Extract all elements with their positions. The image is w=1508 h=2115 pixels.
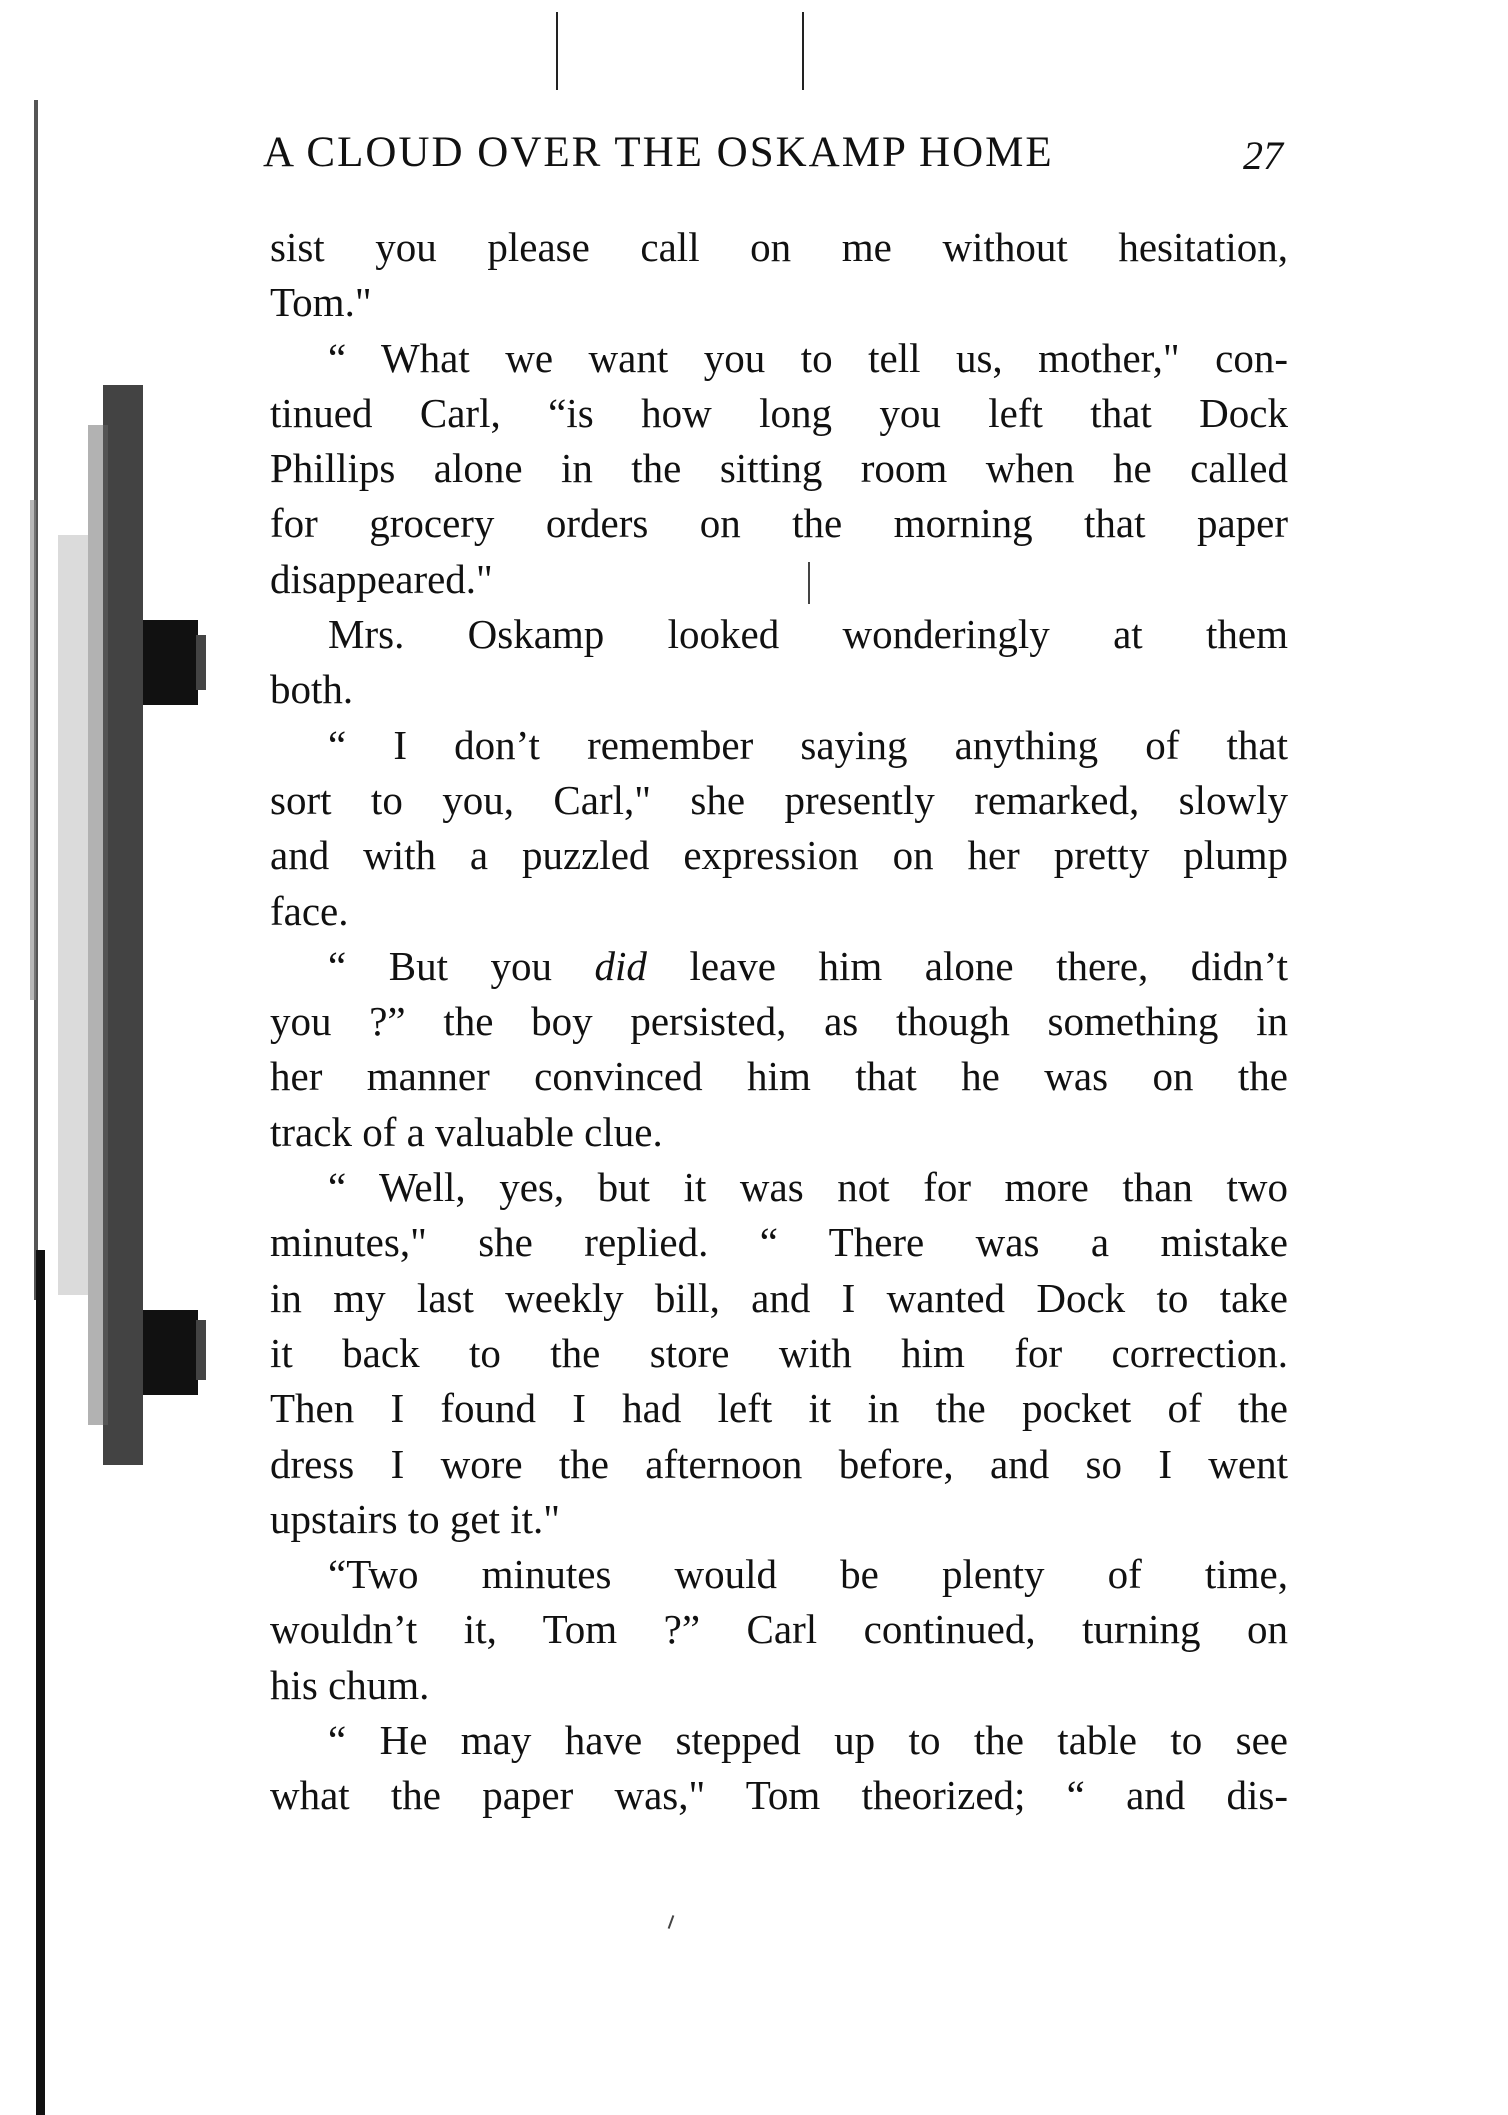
- text-line: upstairs to get it.": [270, 1495, 561, 1542]
- text-line: Mrs. Oskamp looked wonderingly at them: [328, 611, 1288, 658]
- text-line: “Two minutes would be plenty of time,: [328, 1551, 1288, 1598]
- text-line: in my last weekly bill, and I wanted Dock to take: [270, 1274, 1288, 1321]
- body-text: [270, 220, 1288, 1824]
- text-line: “ What we want you to tell us, mother," con-: [328, 334, 1288, 381]
- page-number: 27: [1243, 133, 1283, 178]
- text-line: “ He may have stepped up to the table to see: [328, 1717, 1288, 1764]
- text-line: dress I wore the afternoon before, and so I went: [270, 1440, 1288, 1487]
- stray-ink-mark: [668, 1915, 675, 1929]
- text-line: “ I don’t remember saying anything of that: [328, 721, 1288, 768]
- text-line: disappeared.": [270, 555, 493, 602]
- text-line: and with a puzzled expression on her pretty plump: [270, 832, 1288, 879]
- text-line: it back to the store with him for correction.: [270, 1329, 1288, 1376]
- text-line-with-italic: [270, 939, 1288, 994]
- running-head: [263, 128, 1283, 188]
- text-line: tinued Carl, “is how long you left that Dock: [270, 389, 1288, 436]
- text-fragment: leave him alone there, didn’t: [646, 942, 1288, 989]
- text-line: what the paper was," Tom theorized; “ and dis-: [270, 1772, 1288, 1819]
- text-line: “ Well, yes, but it was not for more than two: [328, 1164, 1288, 1211]
- italic-emphasis: did: [594, 942, 647, 989]
- text-fragment: “ But you: [328, 942, 595, 989]
- text-line: Then I found I had left it in the pocket of the: [270, 1385, 1288, 1432]
- text-line: sist you please call on me without hesitation,: [270, 224, 1288, 270]
- scan-rule-mark: [802, 12, 804, 90]
- running-title: A CLOUD OVER THE OSKAMP HOME: [263, 129, 1054, 176]
- text-line: her manner convinced him that he was on the: [270, 1053, 1288, 1100]
- text-line: both.: [270, 666, 354, 713]
- text-line: sort to you, Carl," she presently remarked, slowly: [270, 776, 1288, 823]
- text-line: Tom.": [270, 279, 372, 326]
- text-line: you ?” the boy persisted, as though something in: [270, 998, 1288, 1045]
- margin-smudge: [48, 385, 218, 1465]
- binding-shadow: [26, 100, 50, 2115]
- text-line: face.: [270, 887, 349, 934]
- text-line: his chum.: [270, 1661, 430, 1708]
- text-line: track of a valuable clue.: [270, 1108, 663, 1155]
- text-line: Phillips alone in the sitting room when he called: [270, 445, 1288, 492]
- scan-rule-mark: [556, 12, 558, 90]
- text-line: for grocery orders on the morning that paper: [270, 500, 1288, 547]
- text-line: wouldn’t it, Tom ?” Carl continued, turning on: [270, 1606, 1288, 1653]
- text-line: minutes," she replied. “ There was a mistake: [270, 1219, 1288, 1266]
